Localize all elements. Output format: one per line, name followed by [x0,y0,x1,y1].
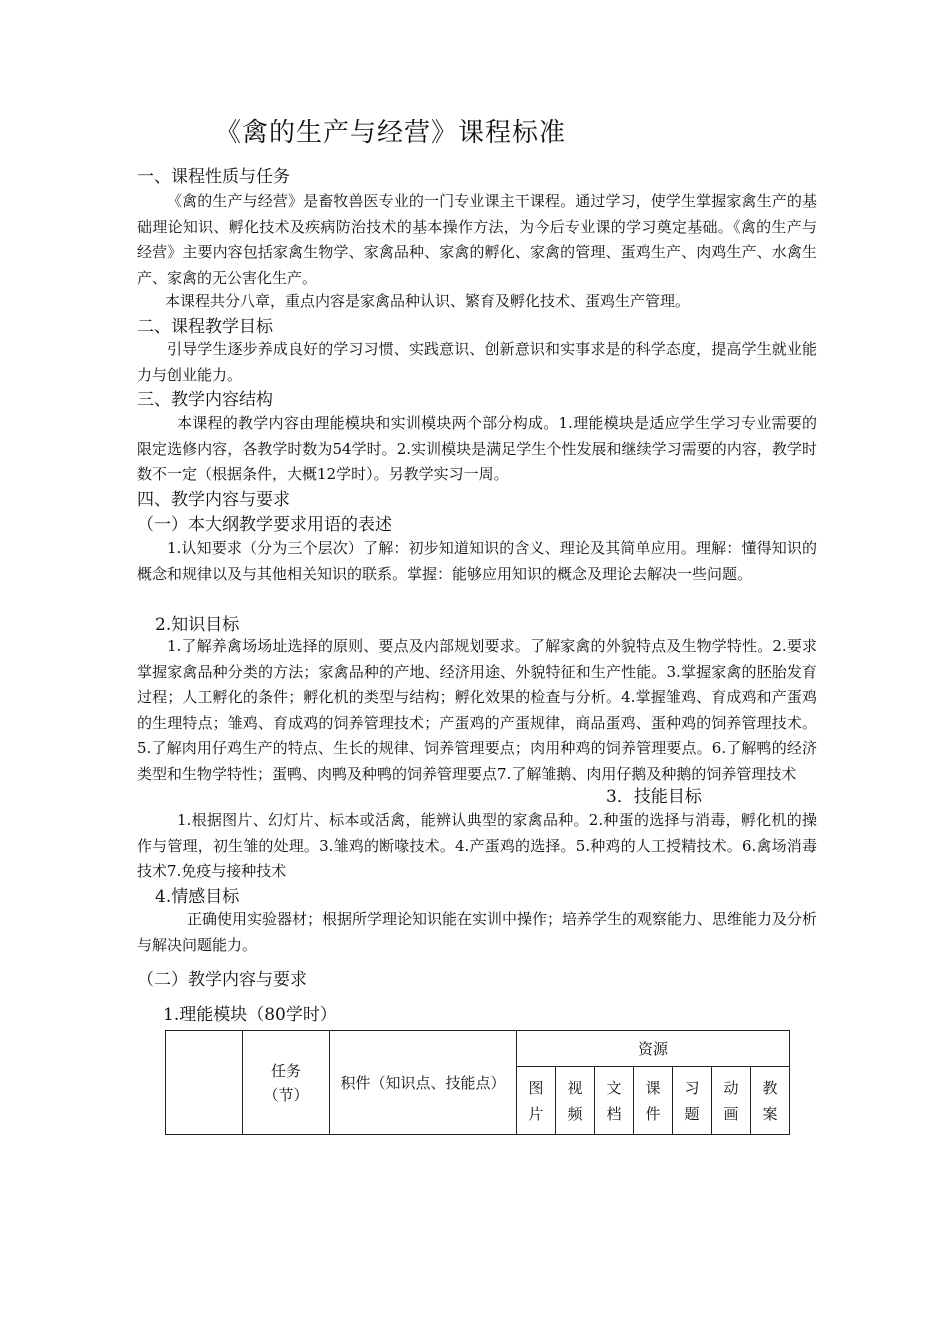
cognitive-requirements-paragraph: 1.认知要求（分为三个层次）了解：初步知道知识的含义、理论及其简单应用。理解：懂得知识的概念和规律以及与其他相关知识的联系。掌握：能够应用知识的概念及理论去解决一些问题。 [137,539,817,583]
resource-col-label: 图片 [528,1078,544,1123]
knowledge-goals-heading: 2.知识目标 [155,615,240,635]
knowledge-goals-paragraph: 1.了解养禽场场址选择的原则、要点及内部规划要求。了解家禽的外貌特点及生物学特性。2.要求掌握家禽品种分类的方法；家禽品种的产地、经济用途、外貌特征和生产性能。3.掌握家禽的胚胎发育过程；人工孵化的条件；孵化机的类型与结构；孵化效果的检查与分析。4.掌握雏鸡、育成鸡和产蛋鸡的生理特点；雏鸡、育成鸡的饲养管理技术；产蛋鸡的产蛋规律，商品蛋鸡、蛋种鸡的饲养管理技术。5.了解肉用仔鸡生产的特点、生长的规律、饲养管理要点；肉用种鸡的饲养管理要点。6.了解鸭的经济类型和生物学特性；蛋鸭、肉鸭及种鸭的饲养管理要点7.了解雏鹅、肉用仔鹅及种鹅的饲养管理技术 [137,637,817,783]
resource-col-label: 动画 [723,1078,739,1123]
section-4-heading: 四、教学内容与要求 [137,490,290,510]
resource-col-cell [595,1067,634,1135]
resource-col-cell [556,1067,595,1135]
resource-col-label: 文档 [606,1078,622,1123]
resource-col-label: 习题 [684,1078,700,1123]
resource-col-label: 视频 [567,1078,583,1123]
content-header: 积件（知识点、技能点） [340,1073,506,1092]
resource-table [165,1030,790,1135]
skill-goals-heading: 3．技能目标 [606,787,702,807]
theory-module-heading: 1.理能模块（80学时） [163,1005,337,1025]
task-header-cell [243,1031,330,1135]
section-1-paragraph-1: 《禽的生产与经营》是畜牧兽医专业的一门专业课主干课程。通过学习，使学生掌握家禽生产的基础理论知识、孵化技术及疾病防治技术的基本操作方法，为今后专业课的学习奠定基础。《禽的生产与经营》主要内容包括家禽生物学、家禽品种、家禽的孵化、家禽的管理、蛋鸡生产、肉鸡生产、水禽生产、家禽的无公害化生产。 [137,192,817,287]
subsection-2-heading: （二）教学内容与要求 [137,970,307,990]
resources-header: 资源 [517,1031,790,1067]
task-header: 任务（节） [263,1061,309,1104]
resource-col-cell [517,1067,556,1135]
emotion-goals-heading: 4.情感目标 [155,887,240,907]
section-1-paragraph-2: 本课程共分八章，重点内容是家禽品种认识、繁育及孵化技术、蛋鸡生产管理。 [165,292,691,310]
skill-goals-paragraph: 1.根据图片、幻灯片、标本或活禽，能辨认典型的家禽品种。2.种蛋的选择与消毒，孵化机的操作与管理，初生雏的处理。3.雏鸡的断喙技术。4.产蛋鸡的选择。5.种鸡的人工授精技术。6.禽场消毒技术7.免疫与接种技术 [137,811,817,880]
resource-col-cell [751,1067,790,1135]
resource-col-cell [634,1067,673,1135]
section-1-heading: 一、课程性质与任务 [137,167,290,187]
page-title: 《禽的生产与经营》课程标准 [215,118,567,148]
section-3-heading: 三、教学内容结构 [137,390,273,410]
resource-col-label: 教案 [762,1078,778,1123]
content-header-cell [330,1031,517,1135]
table-blank-cell [166,1031,243,1135]
section-2-heading: 二、课程教学目标 [137,317,273,337]
section-2-paragraph: 引导学生逐步养成良好的学习习惯、实践意识、创新意识和实事求是的科学态度，提高学生就业能力与创业能力。 [137,340,817,384]
resource-col-label: 课件 [645,1078,661,1123]
resource-col-cell [673,1067,712,1135]
emotion-goals-paragraph: 正确使用实验器材；根据所学理论知识能在实训中操作；培养学生的观察能力、思维能力及分析与解决问题能力。 [137,910,818,954]
subsection-1-heading: （一）本大纲教学要求用语的表述 [137,515,392,535]
resource-col-cell [712,1067,751,1135]
section-3-paragraph: 本课程的教学内容由理能模块和实训模块两个部分构成。1.理能模块是适应学生学习专业需要的限定选修内容，各教学时数为54学时。2.实训模块是满足学生个性发展和继续学习需要的内容，教学时数不一定（根据条件，大概12学时）。另教学实习一周。 [137,414,817,483]
